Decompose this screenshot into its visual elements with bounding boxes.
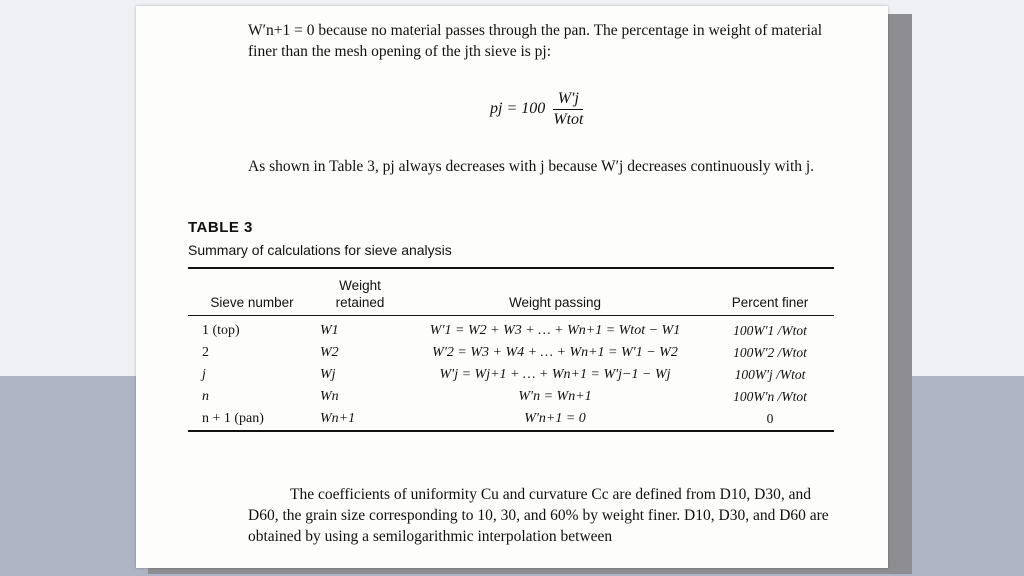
equation-denominator: Wtot — [553, 111, 584, 128]
header-weight-retained: Weight retained — [316, 268, 404, 316]
cell-sieve-number: j — [202, 367, 206, 382]
cell-weight-retained: Wj — [320, 367, 336, 382]
cell-sieve-number: n + 1 (pan) — [202, 411, 264, 426]
cell-percent-finer: 100W′2 /Wtot — [733, 345, 807, 360]
cell-weight-passing: W′n+1 = 0 — [524, 411, 586, 426]
cell-percent-finer: 100W′1 /Wtot — [733, 323, 807, 338]
paragraph-3: The coefficients of uniformity Cu and curvature Cc are defined from D10, D30, and D60, the grain size corresponding to 10, 30, and 60% by weight finer. D10, D30, and D60 are obtained by using a semilogarithmic interpolation between — [248, 486, 829, 545]
cell-percent-finer: 0 — [766, 411, 774, 426]
cell-sieve-number: 2 — [202, 345, 209, 360]
sieve-table — [188, 267, 834, 432]
cell-weight-passing: W′1 = W2 + W3 + … + Wn+1 = Wtot − W1 — [429, 323, 681, 338]
equation-fraction — [553, 90, 583, 129]
paragraph-1: W′n+1 = 0 because no material passes through the pan. The percentage in weight of material finer than the mesh opening of the jth sieve is pj: — [248, 22, 823, 60]
equation-numerator: W′j — [553, 90, 583, 110]
table-title: TABLE 3 — [188, 219, 253, 236]
cell-weight-passing: W′n = Wn+1 — [518, 389, 592, 404]
table-row — [188, 386, 834, 408]
table-caption: Summary of calculations for sieve analysis — [188, 242, 452, 258]
cell-weight-retained: Wn+1 — [320, 411, 356, 426]
header-weight-passing: Weight passing — [404, 268, 706, 316]
cell-percent-finer: 100W′n /Wtot — [733, 389, 807, 404]
cell-weight-retained: W2 — [320, 345, 339, 360]
table-row — [188, 316, 834, 343]
cell-percent-finer: 100W′j /Wtot — [734, 367, 806, 382]
cell-sieve-number: 1 (top) — [202, 323, 240, 338]
document-page — [136, 6, 888, 568]
table-row — [188, 408, 834, 431]
table-row — [188, 364, 834, 386]
header-percent-finer: Percent finer — [706, 268, 834, 316]
cell-weight-retained: W1 — [320, 323, 339, 338]
table-row — [188, 342, 834, 364]
equation-pj — [490, 90, 583, 129]
paragraph-2: As shown in Table 3, pj always decreases with j because W′j decreases continuously with j. — [248, 158, 815, 175]
equation-lhs: pj = 100 — [490, 100, 546, 118]
table-header-row — [188, 268, 834, 316]
cell-weight-retained: Wn — [320, 389, 339, 404]
cell-weight-passing: W′2 = W3 + W4 + … + Wn+1 = W′1 − W2 — [432, 345, 678, 360]
header-sieve-number: Sieve number — [188, 268, 316, 316]
cell-weight-passing: W′j = Wj+1 + … + Wn+1 = W′j−1 − Wj — [439, 367, 671, 382]
cell-sieve-number: n — [202, 389, 209, 404]
